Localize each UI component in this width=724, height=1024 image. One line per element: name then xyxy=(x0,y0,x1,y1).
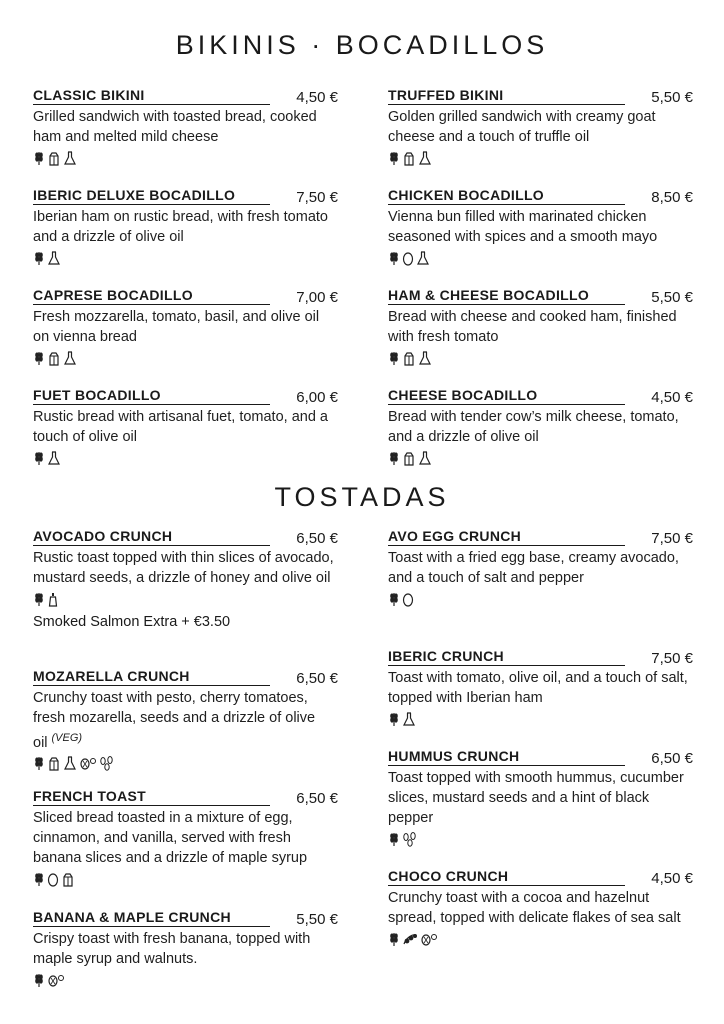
mustard-icon xyxy=(47,592,59,607)
menu-item xyxy=(33,668,338,773)
menu-item xyxy=(33,909,338,989)
gluten-icon xyxy=(388,592,400,607)
item-price: 6,50 € xyxy=(651,750,693,767)
item-description-text: Crunchy toast with a cocoa and hazelnut spread, topped with delicate flakes of sea salt xyxy=(388,890,681,926)
item-name: CAPRESE BOCADILLO xyxy=(33,287,270,305)
menu-item xyxy=(388,187,693,267)
item-price: 6,00 € xyxy=(296,389,338,406)
allergen-list xyxy=(388,590,693,608)
gluten-icon xyxy=(388,151,400,166)
item-name: HUMMUS CRUNCH xyxy=(388,748,625,766)
item-header xyxy=(388,748,693,767)
gluten-icon xyxy=(388,932,400,947)
item-name: IBERIC CRUNCH xyxy=(388,648,625,666)
item-name: CHOCO CRUNCH xyxy=(388,868,625,886)
allergen-list xyxy=(388,710,693,728)
section-title-tostadas: TOSTADAS xyxy=(274,482,450,512)
allergen-list xyxy=(388,449,693,467)
milk-icon xyxy=(47,351,61,366)
item-description-text: Bread with cheese and cooked ham, finished with fresh tomato xyxy=(388,309,677,345)
allergen-list xyxy=(33,590,338,608)
item-description xyxy=(33,107,338,147)
item-price: 6,50 € xyxy=(296,530,338,547)
gluten-icon xyxy=(388,712,400,727)
allergen-list xyxy=(33,755,338,773)
item-name: BANANA & MAPLE CRUNCH xyxy=(33,909,270,927)
item-price: 7,50 € xyxy=(651,530,693,547)
item-description-text: Golden grilled sandwich with creamy goat cheese and a touch of truffle oil xyxy=(388,109,656,145)
gluten-icon xyxy=(33,756,45,771)
menu-item xyxy=(388,387,693,467)
item-description xyxy=(388,107,693,147)
item-price: 4,50 € xyxy=(296,89,338,106)
sulphites-icon xyxy=(418,151,432,166)
item-description-text: Rustic bread with artisanal fuet, tomato, and a touch of olive oil xyxy=(33,409,328,445)
item-description xyxy=(388,548,693,588)
item-header xyxy=(388,287,693,306)
veg-label: (VEG) xyxy=(51,732,83,744)
allergen-list xyxy=(388,830,693,848)
item-description-text: Crunchy toast with pesto, cherry tomatoes, fresh mozarella, seeds and a drizzle of olive oil xyxy=(33,690,316,751)
allergen-list xyxy=(33,249,338,267)
item-header xyxy=(33,287,338,306)
item-description xyxy=(388,307,693,347)
menu-item xyxy=(388,287,693,367)
item-name: CHEESE BOCADILLO xyxy=(388,387,625,405)
item-header xyxy=(33,909,338,928)
item-price: 5,50 € xyxy=(296,911,338,928)
nuts-icon xyxy=(47,973,65,988)
sesame-icon xyxy=(99,756,115,771)
sulphites-icon xyxy=(402,712,416,727)
item-header xyxy=(388,528,693,547)
egg-icon xyxy=(402,592,414,607)
gluten-icon xyxy=(33,251,45,266)
milk-icon xyxy=(402,451,416,466)
allergen-list xyxy=(33,870,338,888)
item-description xyxy=(33,808,338,868)
item-price: 8,50 € xyxy=(651,189,693,206)
sulphites-icon xyxy=(63,151,77,166)
item-header xyxy=(388,648,693,667)
item-name: AVO EGG CRUNCH xyxy=(388,528,625,546)
item-description xyxy=(388,207,693,247)
allergen-list xyxy=(33,449,338,467)
milk-icon xyxy=(402,151,416,166)
item-name: FUET BOCADILLO xyxy=(33,387,270,405)
sulphites-icon xyxy=(416,251,430,266)
sulphites-icon xyxy=(63,351,77,366)
item-description xyxy=(388,407,693,447)
item-description xyxy=(33,688,338,753)
item-header xyxy=(388,87,693,106)
item-description-text: Bread with tender cow’s milk cheese, tomato, and a drizzle of olive oil xyxy=(388,409,679,445)
allergen-list xyxy=(33,349,338,367)
item-name: TRUFFED BIKINI xyxy=(388,87,625,105)
section-title-bikinis: BIKINIS · BOCADILLOS xyxy=(175,30,549,60)
item-header xyxy=(388,187,693,206)
milk-icon xyxy=(47,151,61,166)
allergen-list xyxy=(388,249,693,267)
item-description xyxy=(33,407,338,447)
item-header xyxy=(33,187,338,206)
item-description xyxy=(388,668,693,708)
sulphites-icon xyxy=(418,351,432,366)
item-description xyxy=(388,888,693,928)
item-description xyxy=(33,207,338,247)
gluten-icon xyxy=(388,451,400,466)
item-name: IBERIC DELUXE BOCADILLO xyxy=(33,187,270,205)
sulphites-icon xyxy=(418,451,432,466)
menu-item xyxy=(388,528,693,608)
menu-item xyxy=(388,648,693,728)
item-description-text: Grilled sandwich with toasted bread, cooked ham and melted mild cheese xyxy=(33,109,317,145)
item-description-text: Rustic toast topped with thin slices of avocado, mustard seeds, a drizzle of honey and olive oil xyxy=(33,550,334,586)
allergen-list xyxy=(33,971,338,989)
menu-item xyxy=(33,387,338,467)
item-price: 7,00 € xyxy=(296,289,338,306)
allergen-list xyxy=(33,149,338,167)
soy-icon xyxy=(402,932,418,947)
item-extra: Smoked Salmon Extra + €3.50 xyxy=(33,614,231,630)
gluten-icon xyxy=(388,832,400,847)
menu-item xyxy=(33,87,338,167)
item-header xyxy=(33,668,338,687)
item-description-text: Vienna bun filled with marinated chicken seasoned with spices and a smooth mayo xyxy=(388,209,658,245)
item-header xyxy=(33,387,338,406)
item-header xyxy=(33,87,338,106)
egg-icon xyxy=(402,251,414,266)
item-price: 7,50 € xyxy=(296,189,338,206)
gluten-icon xyxy=(388,251,400,266)
egg-icon xyxy=(47,872,59,887)
item-header xyxy=(33,528,338,547)
item-price: 6,50 € xyxy=(296,790,338,807)
item-description-text: Toast topped with smooth hummus, cucumber slices, mustard seeds and a hint of black pepper xyxy=(388,770,684,826)
item-description-text: Sliced bread toasted in a mixture of egg, cinnamon, and vanilla, served with fresh banana slices and a drizzle of maple syrup xyxy=(33,810,308,866)
item-description xyxy=(33,307,338,347)
item-header xyxy=(33,788,338,807)
item-description-text: Iberian ham on rustic bread, with fresh tomato and a drizzle of olive oil xyxy=(33,209,328,245)
item-price: 7,50 € xyxy=(651,650,693,667)
menu-item xyxy=(33,788,338,888)
allergen-list xyxy=(388,930,693,948)
item-price: 5,50 € xyxy=(651,89,693,106)
sesame-icon xyxy=(402,832,418,847)
gluten-icon xyxy=(33,872,45,887)
item-name: CHICKEN BOCADILLO xyxy=(388,187,625,205)
gluten-icon xyxy=(33,973,45,988)
menu-item xyxy=(33,528,338,632)
item-name: AVOCADO CRUNCH xyxy=(33,528,270,546)
item-header xyxy=(388,387,693,406)
item-description-text: Toast with tomato, olive oil, and a touch of salt, topped with Iberian ham xyxy=(388,670,688,706)
sulphites-icon xyxy=(47,251,61,266)
milk-icon xyxy=(402,351,416,366)
item-price: 6,50 € xyxy=(296,670,338,687)
gluten-icon xyxy=(33,151,45,166)
item-description-text: Toast with a fried egg base, creamy avocado, and a touch of salt and pepper xyxy=(388,550,679,586)
item-price: 4,50 € xyxy=(651,389,693,406)
milk-icon xyxy=(47,756,61,771)
item-description xyxy=(388,768,693,828)
item-name: FRENCH TOAST xyxy=(33,788,270,806)
gluten-icon xyxy=(33,451,45,466)
item-description-text: Crispy toast with fresh banana, topped with maple syrup and walnuts. xyxy=(33,931,311,967)
item-description xyxy=(33,548,338,588)
menu-item xyxy=(388,868,693,948)
menu-item xyxy=(33,287,338,367)
nuts-icon xyxy=(420,932,438,947)
item-name: CLASSIC BIKINI xyxy=(33,87,270,105)
menu-item xyxy=(33,187,338,267)
item-description xyxy=(33,929,338,969)
item-price: 4,50 € xyxy=(651,870,693,887)
item-name: HAM & CHEESE BOCADILLO xyxy=(388,287,625,305)
item-header xyxy=(388,868,693,887)
allergen-list xyxy=(388,149,693,167)
milk-icon xyxy=(61,872,75,887)
nuts-icon xyxy=(79,756,97,771)
gluten-icon xyxy=(33,592,45,607)
item-price: 5,50 € xyxy=(651,289,693,306)
item-name: MOZARELLA CRUNCH xyxy=(33,668,270,686)
gluten-icon xyxy=(33,351,45,366)
allergen-list xyxy=(388,349,693,367)
item-description-text: Fresh mozzarella, tomato, basil, and olive oil on vienna bread xyxy=(33,309,320,345)
gluten-icon xyxy=(388,351,400,366)
sulphites-icon xyxy=(47,451,61,466)
menu-item xyxy=(388,87,693,167)
sulphites-icon xyxy=(63,756,77,771)
menu-item xyxy=(388,748,693,848)
